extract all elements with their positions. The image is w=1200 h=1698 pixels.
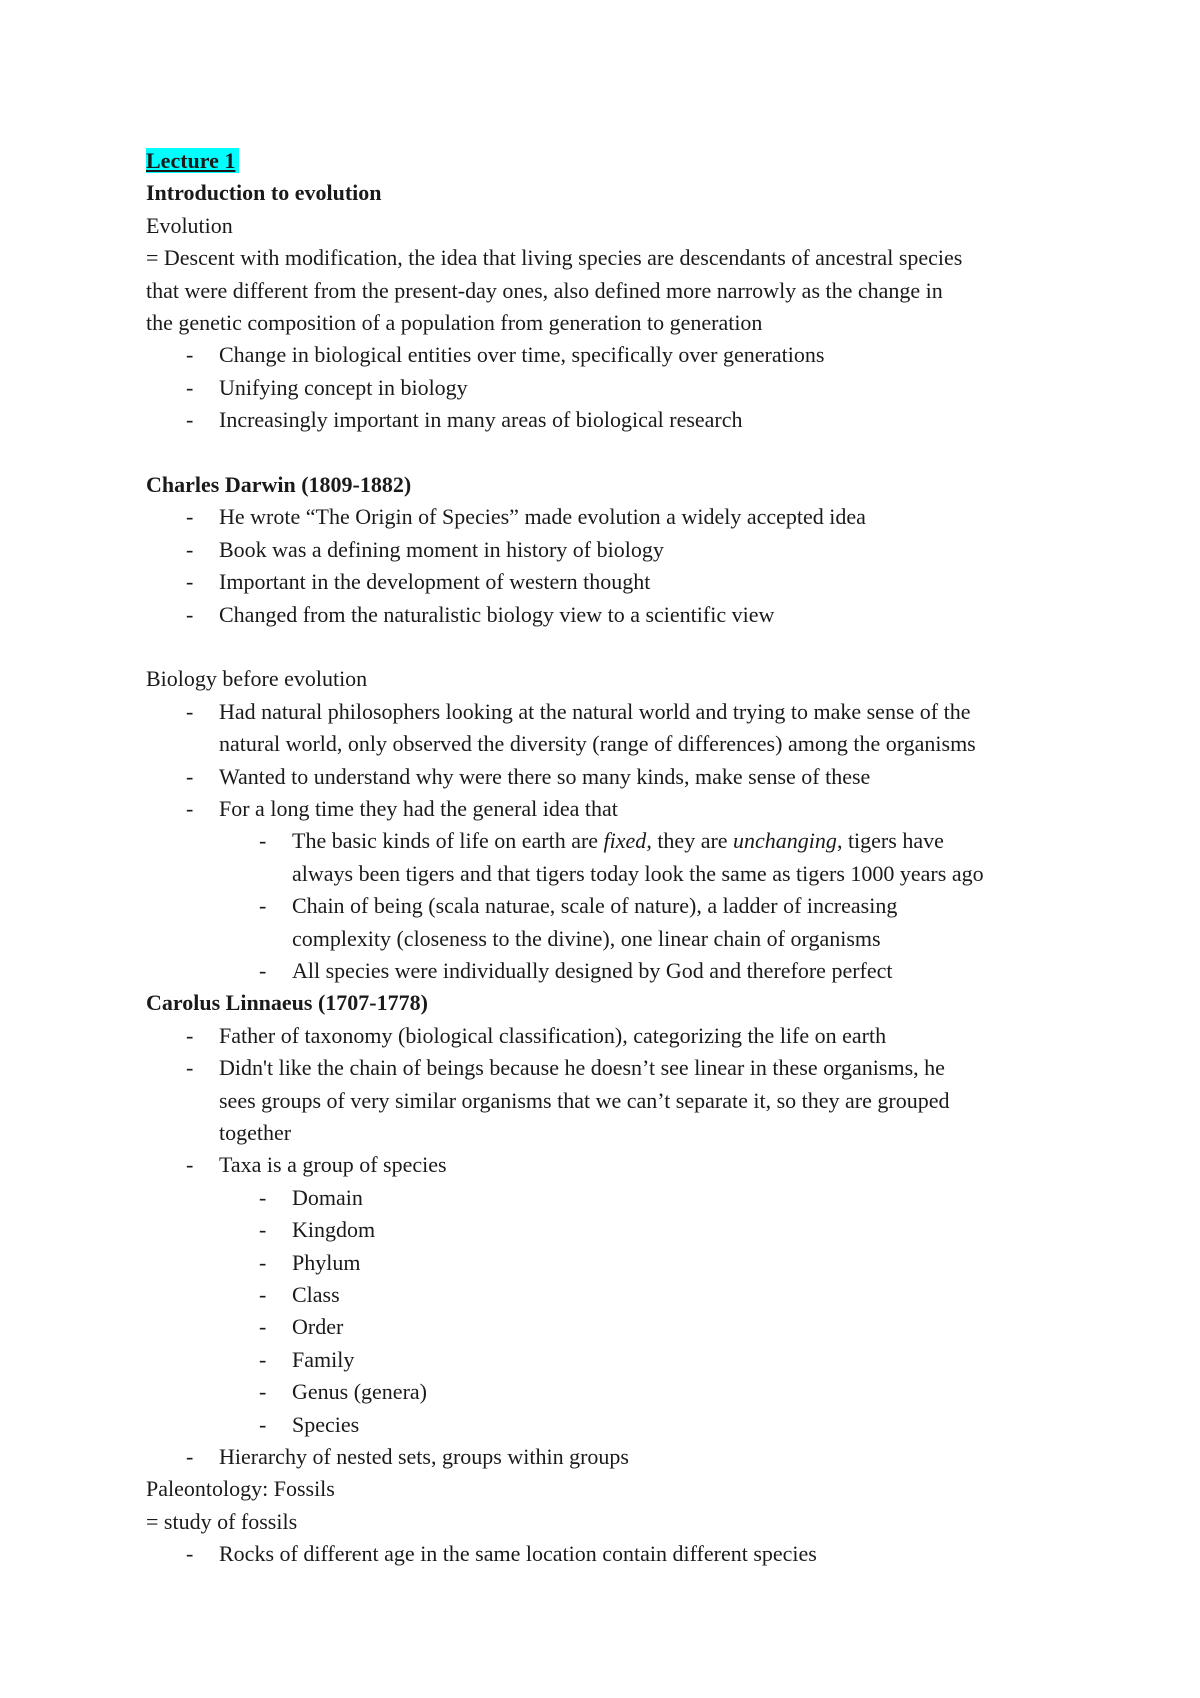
list-item <box>146 501 1076 533</box>
list-item-text: Important in the development of western thought <box>219 569 651 595</box>
bullet-dash: - <box>259 893 267 919</box>
list-item <box>146 793 1076 825</box>
sub-list-item-text: Chain of being (scala naturae, scale of nature), a ladder of increasing <box>292 893 898 919</box>
bullet-dash: - <box>186 374 194 400</box>
blank-line <box>146 631 1076 663</box>
list-item <box>146 761 1076 793</box>
bullet-dash: - <box>186 1444 194 1470</box>
list-item <box>146 599 1076 631</box>
list-item-text: Changed from the naturalistic biology view to a scientific view <box>219 601 775 627</box>
taxon-item <box>146 1344 1076 1376</box>
darwin-heading: Charles Darwin (1809-1882) <box>146 471 412 497</box>
bullet-dash: - <box>186 601 194 627</box>
taxon-text: Genus (genera) <box>292 1379 427 1405</box>
evolution-definition-line: the genetic composition of a population from generation to generation <box>146 309 763 335</box>
blank-line <box>146 437 1076 469</box>
italic-term: unchanging <box>733 828 837 854</box>
list-item <box>146 404 1076 436</box>
list-item-text: Increasingly important in many areas of biological research <box>219 407 743 433</box>
document-body <box>146 145 1076 1571</box>
bullet-dash: - <box>259 828 267 854</box>
bullet-dash: - <box>186 569 194 595</box>
sub-list-item <box>146 825 1076 890</box>
bullet-dash: - <box>259 1282 267 1308</box>
bullet-dash: - <box>186 763 194 789</box>
taxon-text: Species <box>292 1411 360 1437</box>
bullet-dash: - <box>186 407 194 433</box>
list-item-text: Book was a defining moment in history of biology <box>219 536 664 562</box>
list-item <box>146 566 1076 598</box>
taxon-item <box>146 1376 1076 1408</box>
taxon-text: Class <box>292 1282 340 1308</box>
list-item <box>146 1020 1076 1052</box>
list-item-text: He wrote “The Origin of Species” made evolution a widely accepted idea <box>219 504 866 530</box>
evolution-definition-line: that were different from the present-day ones, also defined more narrowly as the change in <box>146 277 943 303</box>
list-item <box>146 339 1076 371</box>
lecture-title-line <box>146 145 1076 177</box>
taxon-item <box>146 1182 1076 1214</box>
bullet-dash: - <box>186 1541 194 1567</box>
italic-term: fixed <box>603 828 647 854</box>
linnaeus-heading: Carolus Linnaeus (1707-1778) <box>146 990 428 1016</box>
taxon-item <box>146 1311 1076 1343</box>
section-heading: Introduction to evolution <box>146 180 382 206</box>
bullet-dash: - <box>186 698 194 724</box>
taxon-text: Phylum <box>292 1249 361 1275</box>
sub-list-item-text-continued: complexity (closeness to the divine), one linear chain of organisms <box>292 925 881 951</box>
bullet-dash: - <box>186 504 194 530</box>
lecture-title: Lecture 1 <box>146 148 239 173</box>
sub-list-item <box>146 955 1076 987</box>
sub-list-item-text <box>292 825 1076 857</box>
list-item-text-continued: natural world, only observed the diversity (range of differences) among the organisms <box>219 731 976 757</box>
sub-list-item-text-continued: always been tigers and that tigers today look the same as tigers 1000 years ago <box>292 860 984 886</box>
bullet-dash: - <box>259 1346 267 1372</box>
bullet-dash: - <box>259 1217 267 1243</box>
list-item <box>146 696 1076 761</box>
bullet-dash: - <box>259 958 267 983</box>
taxon-item <box>146 1247 1076 1279</box>
list-item-text-continued: together <box>219 1120 292 1146</box>
bullet-dash: - <box>186 1055 194 1081</box>
paleontology-definition: = study of fossils <box>146 1508 298 1534</box>
taxon-item <box>146 1409 1076 1441</box>
text-run: , they are <box>646 828 734 854</box>
list-item-text-continued: sees groups of very similar organisms that we can’t separate it, so they are grouped <box>219 1087 950 1113</box>
list-item-text: Father of taxonomy (biological classification), categorizing the life on earth <box>219 1022 887 1048</box>
list-item-text: Didn't like the chain of beings because he doesn’t see linear in these organisms, he <box>219 1055 945 1081</box>
list-item-text: Hierarchy of nested sets, groups within groups <box>219 1444 629 1470</box>
list-item-text: Rocks of different age in the same location contain different species <box>219 1541 817 1567</box>
taxon-text: Family <box>292 1346 355 1372</box>
list-item-text: Unifying concept in biology <box>219 374 468 400</box>
bullet-dash: - <box>186 342 194 368</box>
list-item-text: For a long time they had the general idea that <box>219 795 618 821</box>
sub-list-item-text: All species were individually designed by God and therefore perfect <box>292 958 893 983</box>
bullet-dash: - <box>186 1152 194 1178</box>
taxon-text: Kingdom <box>292 1217 376 1243</box>
list-item <box>146 534 1076 566</box>
list-item-text: Change in biological entities over time, specifically over generations <box>219 342 825 368</box>
list-item <box>146 1149 1076 1181</box>
bullet-dash: - <box>259 1411 267 1437</box>
taxon-item <box>146 1214 1076 1246</box>
paleontology-heading: Paleontology: Fossils <box>146 1476 335 1502</box>
text-run: The basic kinds of life on earth are <box>292 828 604 854</box>
before-evolution-heading: Biology before evolution <box>146 666 368 692</box>
list-item <box>146 1441 1076 1473</box>
list-item-text: Had natural philosophers looking at the natural world and trying to make sense of the <box>219 698 971 724</box>
bullet-dash: - <box>186 795 194 821</box>
bullet-dash: - <box>259 1314 267 1340</box>
evolution-definition-line: = Descent with modification, the idea that living species are descendants of ancestral species <box>146 245 963 271</box>
text-run: , tigers have <box>836 828 944 854</box>
bullet-dash: - <box>186 1022 194 1048</box>
list-item <box>146 1538 1076 1570</box>
taxon-item <box>146 1279 1076 1311</box>
taxon-text: Domain <box>292 1184 363 1210</box>
list-item <box>146 372 1076 404</box>
sub-list-item <box>146 890 1076 955</box>
evolution-label: Evolution <box>146 212 233 238</box>
taxon-text: Order <box>292 1314 344 1340</box>
bullet-dash: - <box>259 1184 267 1210</box>
list-item <box>146 1052 1076 1149</box>
bullet-dash: - <box>259 1379 267 1405</box>
list-item-text: Wanted to understand why were there so many kinds, make sense of these <box>219 763 871 789</box>
bullet-dash: - <box>259 1249 267 1275</box>
bullet-dash: - <box>186 536 194 562</box>
list-item-text: Taxa is a group of species <box>219 1152 447 1178</box>
